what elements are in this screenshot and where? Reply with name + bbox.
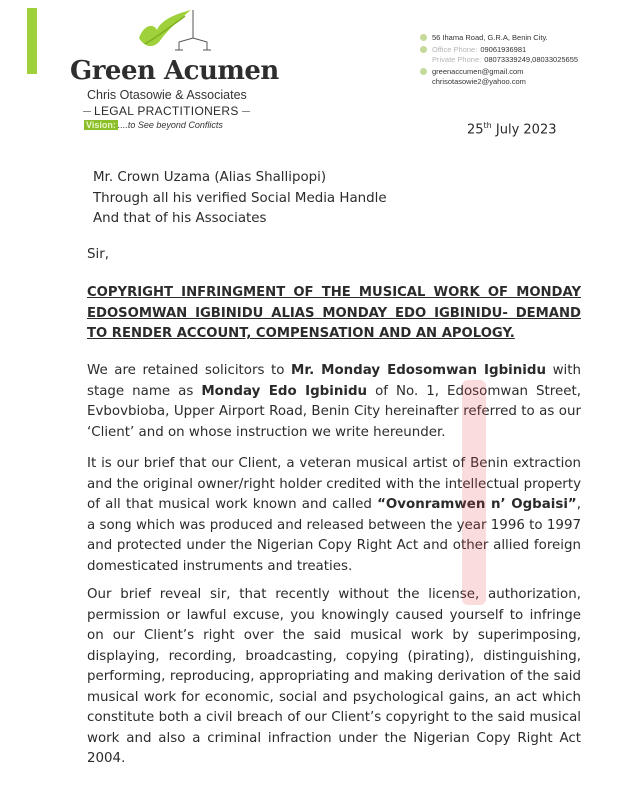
letterhead-accent-bar [27, 8, 37, 74]
brand-name: Green Acumen [70, 56, 279, 86]
vision-tag: Vision: [86, 120, 116, 130]
private-phone: 08073339249,08033025655 [484, 55, 579, 64]
p2-text: , a song which was produced and released between the year 1996 to 1997 and protected under the Nigerian Copy Right Act and other allied foreign domesticated instruments and treaties. [87, 497, 581, 574]
p2-text: It is our brief that our Client, a veteran musical artist of Benin extraction and the original owner/right holder credited with the intellectual property of all that musical work known and called [87, 456, 581, 512]
paragraph-2 [87, 454, 581, 577]
email-row [420, 67, 578, 77]
address-row [420, 33, 578, 43]
p1-text: We are retained solicitors to [87, 363, 292, 378]
p1-text: with stage name as [87, 363, 581, 399]
paragraph-3: Our brief reveal sir, that recently without the license, authorization, permission or lawful excuse, you knowingly caused yourself to infringe on our Client’s right over the said musical work by superimposing, displaying, recording, broadcasting, copying (pirating), distinguishing, performing, reproducing, appropriating and making derivation of the said musical work for economic, social and psychological gains, an act which constitute both a civil breach of our Client’s copyright to the said musical work and also a criminal infraction under the Nigerian Copy Right Act 2004. [87, 587, 581, 766]
firm-name: Chris Otasowie & Associates [87, 88, 247, 102]
addressee-line: Mr. Crown Uzama (Alias Shallipopi) [93, 170, 327, 185]
p1-text: of No. 1, Edosomwan Street, Evbovbioba, Upper Airport Road, Benin City hereinafter referred to as our ‘Client’ and on whose instruction we write hereunder. [87, 383, 581, 440]
phone-icon [420, 46, 427, 53]
vision-text: ....to See beyond Conflicts [117, 120, 223, 130]
address: 56 Ihama Road, G.R.A, Benin City. [432, 33, 548, 42]
song-title: “Ovonramwen n’ Ogbaisi” [377, 497, 577, 512]
client-name: Mr. Monday Edosomwan Igbinidu [291, 363, 547, 378]
watermark [462, 380, 486, 605]
date-rest: July 2023 [491, 122, 557, 138]
contact-block [420, 33, 578, 87]
vision-statement [84, 120, 223, 130]
paragraph-1 [87, 361, 581, 443]
addressee-line: Through all his verified Social Media Handle [93, 190, 387, 206]
salutation: Sir, [87, 247, 109, 262]
stage-name: Monday Edo Igbinidu [201, 383, 368, 399]
private-phone-label: Private Phone: [432, 55, 482, 64]
location-icon [420, 34, 427, 41]
letter-date [467, 121, 557, 137]
scales-leaf-icon [135, 8, 215, 58]
practice-label: LEGAL PRACTITIONERS [80, 104, 253, 118]
email-icon [420, 68, 427, 75]
email-row-2 [420, 77, 578, 87]
addressee-line: And that of his Associates [93, 211, 267, 226]
office-phone-label: Office Phone: [432, 45, 478, 54]
addressee-block [93, 168, 387, 230]
date-suffix: th [483, 121, 492, 130]
date-day: 25 [467, 122, 484, 138]
office-phone: 09061936981 [480, 45, 527, 54]
email-1: greenaccumen@gmail.com [432, 67, 524, 76]
email-2: chrisotasowie2@yahoo.com [432, 77, 526, 86]
private-phone-row [420, 55, 578, 65]
subject-heading: COPYRIGHT INFRINGMENT OF THE MUSICAL WORK OF MONDAY EDOSOMWAN IGBINIDU ALIAS MONDAY EDO IGBINIDU- DEMAND TO RENDER ACCOUNT, COMPENSATION AND AN APOLOGY. [87, 285, 581, 341]
office-phone-row [420, 45, 578, 55]
